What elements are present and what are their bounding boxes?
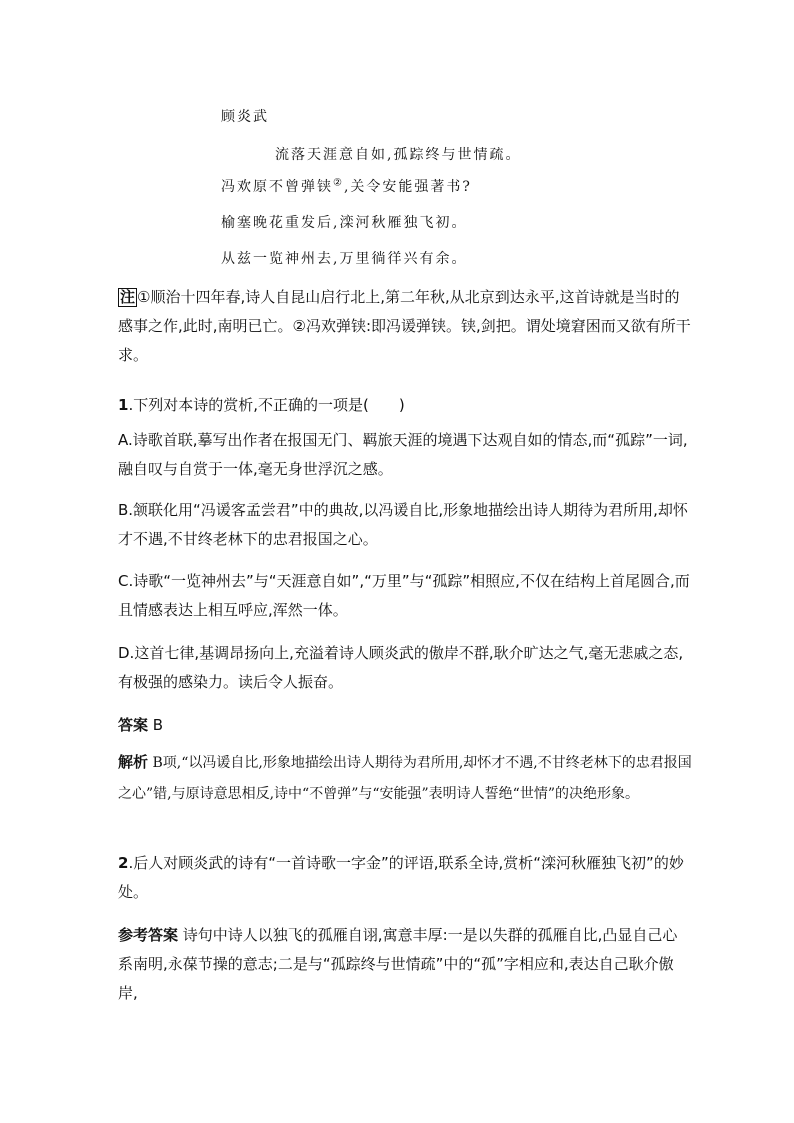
note-tag: 注 xyxy=(120,288,136,306)
poem-note xyxy=(118,283,692,370)
poem-line-2-end: ,关令安能强著书? xyxy=(343,179,472,195)
question-2-number: 2 xyxy=(118,854,129,872)
answer-value: B xyxy=(152,716,164,734)
option-d: D.这首七律,基调昂扬向上,充溢着诗人顾炎武的傲岸不群,耿介旷达之气,毫无悲戚之态,有极强的感染力。读后令人振奋。 xyxy=(118,644,684,691)
answer-label: 答案 xyxy=(118,716,149,734)
analysis-label: 解析 xyxy=(118,753,149,771)
poem-line-3: 榆塞晚花重发后,滦河秋雁独飞初。 xyxy=(221,215,468,231)
option-a: A.诗歌首联,摹写出作者在报国无门、羁旅天涯的境遇下达观自如的情态,而“孤踪”一词,融自叹与自赏于一体,毫无身世浮沉之感。 xyxy=(118,431,688,478)
note-text: ①顺治十四年春,诗人自昆山启行北上,第二年秋,从北京到达永平,这首诗就是当时的感事之作,此时,南明已亡。②冯欢弹铗:即冯谖弹铗。铗,剑把。谓处境窘困而又欲有所干求。 xyxy=(118,288,691,364)
poem-author: 顾炎武 xyxy=(221,109,269,125)
poem-line-1: 流落天涯意自如,孤踪终与世情疏。 xyxy=(275,147,522,163)
reference-answer xyxy=(118,921,692,1008)
question-2 xyxy=(118,849,692,907)
reference-answer-label: 参考答案 xyxy=(118,926,179,944)
analysis xyxy=(118,747,692,810)
answer-line xyxy=(118,711,692,740)
analysis-text: B项,“以冯谖自比,形象地描绘出诗人期待为君所用,却怀才不遇,不甘终老林下的忠君报国之心”错,与原诗意思相反,诗中“不曾弹”与“安能强”表明诗人誓绝“世情”的决绝形象。 xyxy=(118,755,692,802)
poem-line-4: 从兹一览神州去,万里徜徉兴有余。 xyxy=(221,251,468,267)
option-c: C.诗歌“一览神州去”与“天涯意自如”,“万里”与“孤踪”相照应,不仅在结构上首尾圆合,而且情感表达上相互呼应,浑然一体。 xyxy=(118,572,690,619)
question-1-text: .下列对本诗的赏析,不正确的一项是( ) xyxy=(128,396,405,414)
poem-line-2-start: 冯欢原不曾弹铗 xyxy=(221,179,333,195)
question-2-text: .后人对顾炎武的诗有“一首诗歌一字金”的评语,联系全诗,赏析“滦河秋雁独飞初”的妙处。 xyxy=(118,854,684,901)
reference-answer-text: 诗句中诗人以独飞的孤雁自诩,寓意丰厚:一是以失群的孤雁自比,凸显自己心系南明,永葆节操的意志;二是与“孤踪终与世情疏”中的“孤”字相应和,表达自己耿介傲岸, xyxy=(118,926,678,1002)
poem-line-2 xyxy=(221,176,472,196)
question-1 xyxy=(118,391,692,420)
option-b: B.颔联化用“冯谖客孟尝君”中的典故,以冯谖自比,形象地描绘出诗人期待为君所用,却怀才不遇,不甘终老林下的忠君报国之心。 xyxy=(118,501,688,548)
footnote-marker: ② xyxy=(333,177,344,189)
question-1-number: 1 xyxy=(118,396,129,414)
